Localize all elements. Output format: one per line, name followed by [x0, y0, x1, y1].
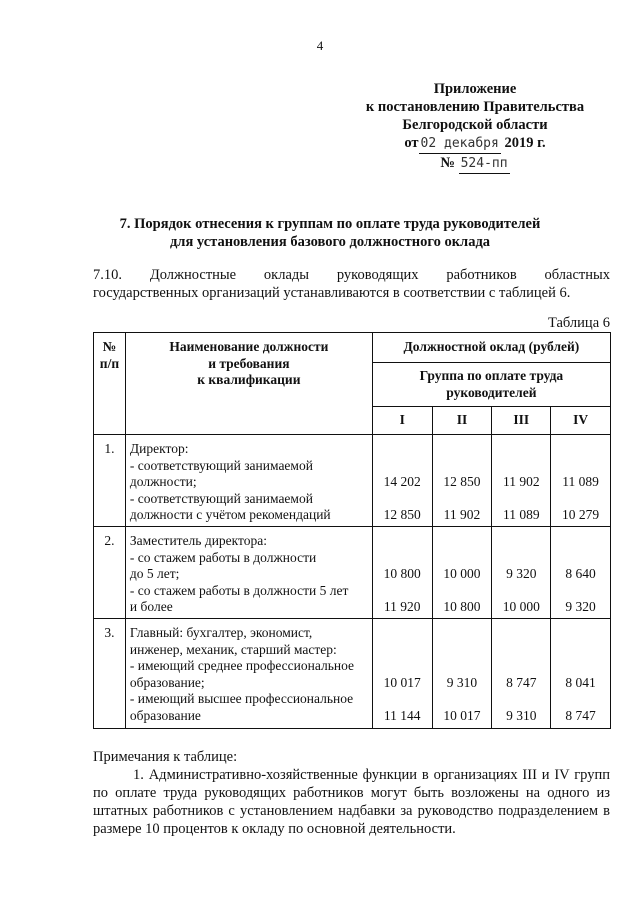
row-desc [125, 527, 372, 619]
header-salary: Должностной оклад (рублей) [372, 333, 610, 363]
row-num: 2. [94, 527, 126, 619]
row-line: образование [129, 707, 201, 723]
value: 9 320 [506, 566, 537, 581]
row-title: Заместитель директора: [129, 533, 268, 548]
header-group-line2: руководителей [446, 384, 537, 400]
date-handwritten: 02 декабря [419, 135, 501, 154]
date-prefix: от [404, 135, 419, 151]
number-handwritten: 524-пп [459, 155, 510, 174]
row-desc [125, 619, 372, 729]
value: 11 902 [502, 474, 540, 489]
value-cell [492, 435, 551, 527]
value: 10 800 [383, 566, 421, 581]
value: 10 017 [443, 707, 481, 723]
value-cell [432, 619, 492, 729]
header-num: № п/п [94, 333, 126, 435]
header-name-line2: и требования [208, 355, 290, 371]
value: 12 850 [443, 474, 481, 489]
table-notes [93, 748, 610, 838]
row-line: и более [129, 599, 173, 614]
number-prefix: № [440, 155, 455, 171]
value-cell [372, 619, 432, 729]
value: 11 144 [383, 707, 421, 723]
value-cell [372, 527, 432, 619]
section-title [40, 215, 620, 251]
value: 12 850 [383, 506, 421, 522]
appendix-ref: к постановлению Правительства [365, 99, 585, 115]
header-name-line3: к квалификации [197, 372, 301, 387]
value: 9 320 [565, 598, 596, 614]
value: 11 920 [383, 598, 421, 614]
row-line: - соответствующий занимаемой [129, 457, 313, 473]
appendix-header [330, 80, 620, 174]
row-line: образование; [129, 674, 205, 690]
notes-title: Примечания к таблице: [93, 749, 238, 765]
intro-line1: 7.10. Должностные оклады руководящих работников областных [93, 267, 610, 283]
salary-table [93, 332, 611, 729]
row-title: Главный: бухгалтер, экономист, [129, 625, 313, 640]
section-title-line1: 7. Порядок отнесения к группам по оплате труда руководителей [119, 216, 541, 232]
section-title-line2: для установления базового должностного оклада [169, 234, 491, 250]
row-line: должности с учётом рекомендаций [129, 507, 331, 522]
value-cell [492, 619, 551, 729]
group-I: I [372, 407, 432, 435]
value-cell [432, 435, 492, 527]
row-line: должности; [129, 474, 197, 489]
value: 9 310 [446, 675, 478, 690]
value: 10 279 [562, 506, 600, 522]
value: 8 640 [565, 566, 596, 581]
value: 11 089 [562, 474, 599, 489]
value-cell [492, 527, 551, 619]
header-name-line1: Наименование должности [169, 339, 329, 354]
row-title: инженер, механик, старший мастер: [129, 641, 337, 657]
intro-line2: государственных организаций устанавливаются в соответствии с таблицей 6. [93, 285, 571, 301]
value: 10 000 [443, 566, 481, 581]
appendix-title: Приложение [433, 81, 517, 97]
row-line: - имеющий высшее профессиональное [129, 691, 354, 706]
value-cell [551, 527, 611, 619]
value: 10 017 [383, 675, 421, 690]
value: 8 041 [565, 675, 596, 690]
value: 8 747 [565, 707, 596, 723]
notes-paragraph-1: 1. Административно-хозяйственные функции в организациях III и IV групп по оплате труда руководящих работников могут быть возложены на одного из штатных работников с установлением надбавки за руководство подразделением в размере 10 процентов к окладу по основной деятельности. [93, 767, 610, 837]
row-num: 1. [94, 435, 126, 527]
table-label: Таблица 6 [547, 315, 610, 331]
value: 8 747 [506, 675, 537, 690]
appendix-number [330, 154, 620, 174]
value-cell [372, 435, 432, 527]
row-num: 3. [94, 619, 126, 729]
value-cell [432, 527, 492, 619]
value: 11 089 [502, 506, 540, 522]
value: 9 310 [506, 707, 537, 723]
row-line: - со стажем работы в должности [129, 549, 317, 565]
row-title: Директор: [129, 441, 189, 456]
header-name [125, 333, 372, 435]
group-IV: IV [551, 407, 611, 435]
table-row [94, 527, 611, 619]
header-group [372, 363, 610, 407]
value: 14 202 [383, 474, 421, 489]
appendix-region: Белгородской области [402, 117, 548, 133]
row-line: - имеющий среднее профессиональное [129, 658, 354, 673]
group-II: II [432, 407, 492, 435]
row-line: до 5 лет; [129, 566, 180, 581]
table-row [94, 435, 611, 527]
row-desc [125, 435, 372, 527]
value-cell [551, 435, 611, 527]
value-cell [551, 619, 611, 729]
table-row [94, 619, 611, 729]
value: 10 800 [443, 598, 481, 614]
appendix-date [330, 134, 620, 154]
date-year: 2019 г. [504, 135, 546, 151]
group-III: III [492, 407, 551, 435]
row-line: - соответствующий занимаемой [129, 490, 313, 506]
page-number: 4 [316, 38, 324, 53]
value: 10 000 [502, 598, 540, 614]
header-group-line1: Группа по оплате труда [419, 368, 564, 383]
row-line: - со стажем работы в должности 5 лет [129, 582, 349, 598]
value: 11 902 [443, 506, 481, 522]
